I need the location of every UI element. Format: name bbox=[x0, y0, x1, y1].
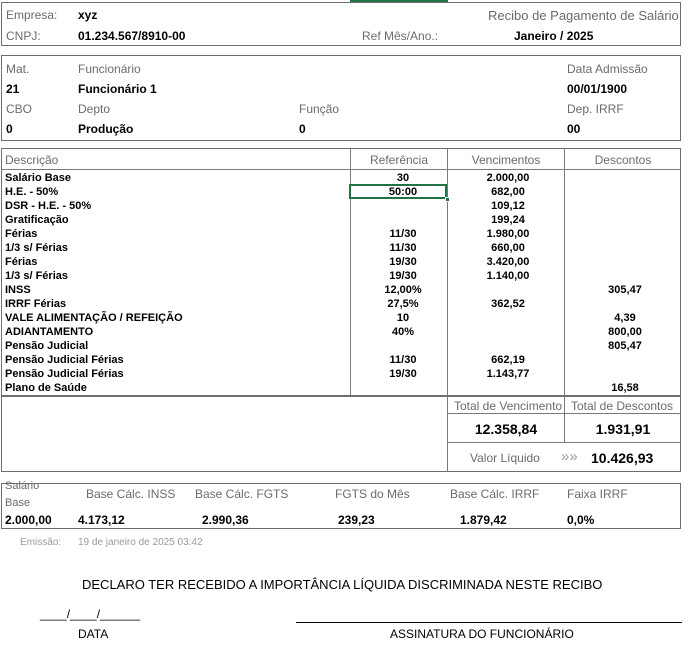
row-desconto: 16,58 bbox=[611, 382, 639, 394]
base-fgts-label: Base Cálc. FGTS bbox=[195, 487, 289, 501]
funcao-label: Função bbox=[299, 102, 340, 116]
row-description: Férias bbox=[5, 256, 38, 268]
row-vencimento: 362,52 bbox=[491, 298, 525, 310]
receipt-title: Recibo de Pagamento de Salário bbox=[488, 8, 679, 23]
row-reference: 40% bbox=[391, 326, 415, 338]
col-header-descricao: Descrição bbox=[5, 153, 59, 167]
total-desc-value: 1.931,91 bbox=[595, 421, 651, 437]
table-row bbox=[5, 255, 695, 269]
cnpj-value: 01.234.567/8910-00 bbox=[78, 29, 186, 43]
row-description: DSR - H.E. - 50% bbox=[5, 200, 92, 212]
totals-divider-row2 bbox=[448, 442, 680, 443]
row-description: Férias bbox=[5, 228, 38, 240]
fgts-mes-value: 239,23 bbox=[338, 513, 375, 527]
table-row bbox=[5, 381, 695, 395]
salario-base-value: 2.000,00 bbox=[5, 513, 52, 527]
row-description: H.E. - 50% bbox=[5, 186, 59, 198]
totals-divider-row1 bbox=[448, 413, 680, 414]
row-reference: 19/30 bbox=[389, 270, 417, 282]
row-vencimento: 660,00 bbox=[491, 242, 525, 254]
adm-value: 00/01/1900 bbox=[567, 82, 628, 96]
row-description: Gratificação bbox=[5, 214, 69, 226]
empresa-label: Empresa: bbox=[6, 8, 58, 22]
row-description: Pensão Judicial Férias bbox=[5, 354, 124, 366]
row-reference: 10 bbox=[396, 312, 410, 324]
base-inss-value: 4.173,12 bbox=[78, 513, 125, 527]
row-reference: 50:00 bbox=[388, 186, 418, 198]
empresa-value: xyz bbox=[78, 8, 98, 22]
date-label: DATA bbox=[78, 627, 109, 641]
row-vencimento: 199,24 bbox=[491, 214, 525, 226]
row-vencimento: 2.000,00 bbox=[486, 172, 530, 184]
row-reference: 12,00% bbox=[384, 284, 422, 296]
ref-label: Ref Mês/Ano.: bbox=[362, 29, 439, 43]
func-value: Funcionário 1 bbox=[78, 82, 157, 96]
row-reference: 27,5% bbox=[387, 298, 419, 310]
signature-line bbox=[296, 622, 682, 623]
row-vencimento: 1.980,00 bbox=[486, 228, 530, 240]
depto-label: Depto bbox=[78, 102, 111, 116]
row-description: INSS bbox=[5, 284, 31, 296]
adm-label: Data Admissão bbox=[567, 62, 648, 76]
row-vencimento: 1.143,77 bbox=[486, 368, 530, 380]
fgts-mes-label: FGTS do Mês bbox=[335, 487, 410, 501]
base-irrf-value: 1.879,42 bbox=[460, 513, 507, 527]
row-description: VALE ALIMENTAÇÃO / REFEIÇÃO bbox=[5, 312, 183, 324]
table-row bbox=[5, 311, 695, 325]
func-label: Funcionário bbox=[78, 62, 141, 76]
mat-label: Mat. bbox=[6, 62, 30, 76]
base-fgts-value: 2.990,36 bbox=[202, 513, 249, 527]
total-venc-label: Total de Vencimento bbox=[454, 399, 563, 413]
table-row bbox=[5, 283, 695, 297]
table-row bbox=[5, 227, 695, 241]
row-vencimento: 682,00 bbox=[491, 186, 525, 198]
liquido-label: Valor Líquido bbox=[470, 451, 540, 465]
row-vencimento: 3.420,00 bbox=[486, 256, 530, 268]
row-reference: 19/30 bbox=[389, 256, 417, 268]
cnpj-label: CNPJ: bbox=[6, 29, 41, 43]
row-vencimento: 109,12 bbox=[491, 200, 525, 212]
table-row bbox=[5, 199, 695, 213]
row-reference: 11/30 bbox=[389, 228, 417, 240]
row-vencimento: 1.140,00 bbox=[486, 270, 530, 282]
mat-value: 21 bbox=[6, 82, 20, 96]
emissao-label: Emissão: bbox=[20, 537, 62, 548]
row-reference: 11/30 bbox=[389, 354, 417, 366]
row-desconto: 305,47 bbox=[608, 284, 642, 296]
faixa-irrf-value: 0,0% bbox=[567, 513, 595, 527]
total-desc-label: Total de Descontos bbox=[571, 399, 674, 413]
depto-value: Produção bbox=[78, 122, 134, 136]
date-blank: ____/____/______ bbox=[40, 607, 141, 621]
col-header-referencia: Referência bbox=[369, 153, 429, 167]
table-row bbox=[5, 353, 695, 367]
row-desconto: 805,47 bbox=[608, 340, 642, 352]
row-vencimento: 662,19 bbox=[491, 354, 525, 366]
row-description: IRRF Férias bbox=[5, 298, 67, 310]
declaration-text: DECLARO TER RECEBIDO A IMPORTÂNCIA LÍQUIDA DISCRIMINADA NESTE RECIBO bbox=[82, 577, 603, 592]
row-reference: 30 bbox=[396, 172, 410, 184]
salario-base-label: Salário Base bbox=[5, 480, 40, 509]
row-desconto: 800,00 bbox=[608, 326, 642, 338]
cbo-label: CBO bbox=[6, 102, 33, 116]
table-header-divider bbox=[2, 169, 680, 170]
row-desconto: 4,39 bbox=[614, 312, 636, 324]
row-reference: 11/30 bbox=[389, 242, 417, 254]
funcao-value: 0 bbox=[299, 122, 306, 136]
emissao-value: 19 de janeiro de 2025 03:42 bbox=[78, 537, 203, 548]
row-description: ADIANTAMENTO bbox=[5, 326, 94, 338]
dep-irrf-value: 00 bbox=[567, 122, 581, 136]
cbo-value: 0 bbox=[6, 122, 13, 136]
dep-irrf-label: Dep. IRRF bbox=[567, 102, 624, 116]
row-description: 1/3 s/ Férias bbox=[5, 242, 68, 254]
table-row bbox=[5, 171, 695, 185]
ref-value: Janeiro / 2025 bbox=[514, 29, 594, 43]
row-description: Plano de Saúde bbox=[5, 382, 87, 394]
row-reference: 19/30 bbox=[389, 368, 417, 380]
table-row bbox=[5, 339, 695, 353]
table-row bbox=[5, 213, 695, 227]
liquido-arrow-icon: »» bbox=[561, 448, 578, 465]
base-irrf-label: Base Cálc. IRRF bbox=[450, 487, 540, 501]
signature-label: ASSINATURA DO FUNCIONÁRIO bbox=[390, 627, 574, 641]
base-inss-label: Base Cálc. INSS bbox=[86, 487, 176, 501]
total-venc-value: 12.358,84 bbox=[474, 421, 538, 437]
col-header-vencimentos: Vencimentos bbox=[471, 153, 541, 167]
row-description: 1/3 s/ Férias bbox=[5, 270, 68, 282]
table-row bbox=[5, 325, 695, 339]
table-row bbox=[5, 269, 695, 283]
liquido-value: 10.426,93 bbox=[591, 450, 654, 466]
table-row bbox=[5, 241, 695, 255]
faixa-irrf-label: Faixa IRRF bbox=[567, 487, 628, 501]
row-description: Salário Base bbox=[5, 172, 72, 184]
row-description: Pensão Judicial Férias bbox=[5, 368, 124, 380]
table-row bbox=[5, 185, 695, 199]
row-description: Pensão Judicial bbox=[5, 340, 89, 352]
col-header-descontos: Descontos bbox=[594, 153, 652, 167]
table-row bbox=[5, 297, 695, 311]
table-row bbox=[5, 367, 695, 381]
